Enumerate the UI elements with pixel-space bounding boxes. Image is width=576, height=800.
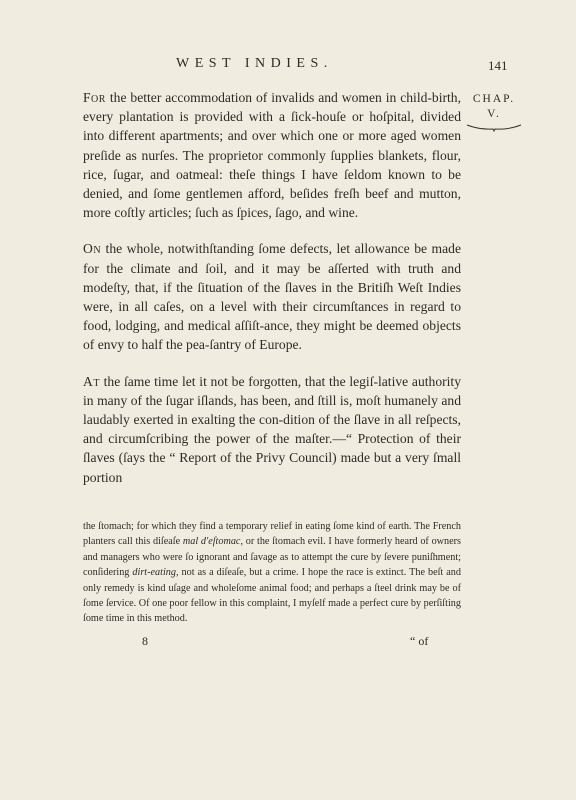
signature-mark: 8 (142, 634, 148, 648)
footnote-text (83, 519, 461, 627)
brace-ornament-icon (466, 124, 522, 132)
footnote-italic: mal d'eſtomac (182, 536, 241, 548)
footnote-italic: dirt-eating (132, 567, 176, 579)
footnote-part: , or the ſtomach evil. I have formerly heard of owners and managers who were ſo ignorant and ſavage as to attempt the cure by ſevere puniſhment; conſidering (83, 536, 461, 579)
paragraph-text: the better accommodation of invalids and women in child-birth, every plantation is provided with a ſick-houſe or hoſpital, divided into different apartments; and over which one or more aged women preſide as nurſes. The proprietor commonly ſupplies blankets, flour, rice, ſugar, and oatmeal: theſe things I have ſeldom known to be denied, and ſome gentlemen afford, beſides freſh beef and mutton, more coſtly articles; ſuch as ſpices, ſago, and wine. (83, 90, 461, 221)
margin-chapter-label: CHAP. (472, 93, 516, 105)
footnote-part: the ſtomach; for which they find a temporary relief in eating ſome kind of earth. The French planters call this diſeaſe (83, 521, 461, 548)
paragraph-lead-word: For (83, 90, 106, 105)
margin-chapter-number: V. (487, 108, 501, 120)
footnote-part: , not as a diſeaſe, but a crime. I hope the race is extinct. The beſt and only remedy is kind uſage and wholeſome animal food; and perhaps a ſteel drink may be of ſome ſervice. Of one poor fellow in this complaint, I myſelf made a perfect cure by perſiſting ſome time in this method. (83, 567, 461, 625)
paragraph-lead-word: At (83, 373, 100, 389)
catchword: “ of (410, 634, 429, 648)
body-text (83, 88, 461, 487)
paragraph-3 (83, 372, 461, 487)
running-head (0, 52, 576, 74)
footnote (83, 519, 461, 627)
paragraph-text: the ſame time let it not be forgotten, that the legiſ-lative authority in many of the ſugar iſlands, has been, and ſtill is, moſt humanely and laudably exerted in exalting the con-dition of the ſlave in all reſpects, and circumſcribing the power of the maſter.—“ Protection of their ſlaves (ſays the “ Report of the Privy Council) made but a very ſmall portion (83, 373, 461, 485)
paragraph-1 (83, 88, 461, 222)
page-number: 141 (488, 58, 508, 73)
paragraph-lead-word: On (83, 241, 102, 257)
running-head-title: WEST INDIES. (176, 56, 333, 71)
margin-chapter-note (465, 92, 523, 132)
paragraph-2 (83, 239, 461, 354)
paragraph-text: the whole, notwithſtanding ſome defects, let allowance be made for the climate and ſoil, and it may be aſſerted with truth and modeſty, that, if the ſituation of the ſlaves in the Britiſh Weſt Indies were, in all caſes, on a level with their circumſtances in regard to food, lodging, and medical aſſiſt-ance, they might be deemed objects of envy to half the pea-ſantry of Europe. (83, 241, 461, 353)
